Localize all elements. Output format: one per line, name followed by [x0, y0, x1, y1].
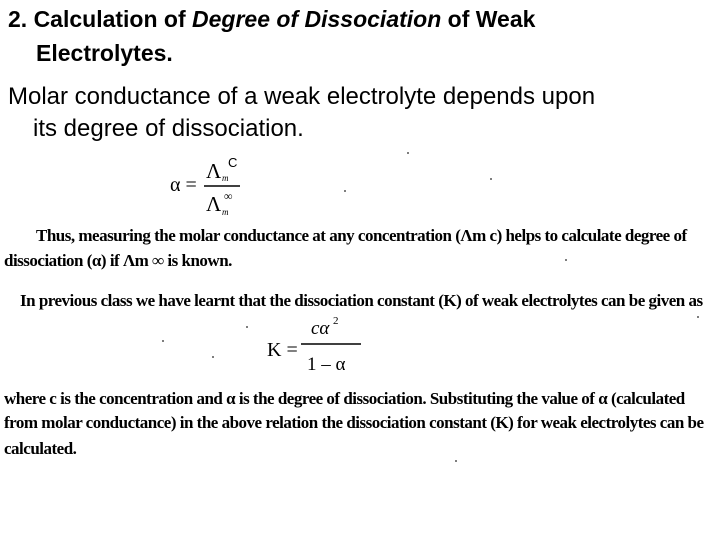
- eq1-numerator-symbol: Λ: [206, 159, 222, 183]
- heading-line2: Electrolytes.: [36, 40, 173, 66]
- scan-speck: [565, 259, 567, 261]
- eq2-denominator: 1 – α: [307, 354, 346, 375]
- para1-line1: Thus, measuring the molar conductance at any concentration (Λm c) helps to calculate degree of: [36, 226, 687, 245]
- intro-line2: its degree of dissociation.: [33, 115, 304, 142]
- para3-line2: from molar conductance) in the above relation the dissociation constant (K) for weak electrolytes can be: [4, 413, 704, 432]
- equation-dissociation-constant: [265, 312, 375, 380]
- eq2-numerator: cα: [311, 318, 330, 339]
- scan-speck: [344, 190, 346, 192]
- scan-speck: [455, 460, 457, 462]
- intro-line1: Molar conductance of a weak electrolyte depends upon: [8, 83, 596, 110]
- scan-speck: [490, 178, 492, 180]
- para2-line1: In previous class we have learnt that the dissociation constant (K) of weak electrolytes can be given as: [20, 291, 703, 310]
- eq1-denominator-sub: m: [222, 207, 229, 217]
- heading-line1: [8, 6, 535, 33]
- eq2-numerator-sup: 2: [333, 315, 339, 327]
- eq1-numerator-sub: m: [222, 173, 229, 183]
- scan-speck: [212, 356, 214, 358]
- para3-line3: calculated.: [4, 439, 77, 458]
- eq1-numerator-sup: C: [228, 155, 238, 170]
- scan-speck: [246, 326, 248, 328]
- scan-speck: [697, 316, 699, 318]
- scan-speck: [407, 152, 409, 154]
- scan-speck: [162, 340, 164, 342]
- eq1-lhs: α =: [170, 174, 197, 196]
- para3-line1: where c is the concentration and α is the degree of dissociation. Substituting the value of α (calculated: [4, 389, 685, 408]
- para1-line2: dissociation (α) if Λm ∞ is known.: [4, 251, 232, 270]
- heading-suffix: of Weak: [441, 6, 536, 32]
- heading-prefix: 2. Calculation of: [8, 6, 193, 32]
- eq1-denominator-symbol: Λ: [206, 192, 222, 216]
- eq1-denominator-sup: ∞: [224, 189, 233, 203]
- heading-italic-term: Degree of Dissociation: [192, 6, 442, 32]
- eq2-lhs: K =: [267, 339, 298, 361]
- equation-alpha: [170, 153, 250, 223]
